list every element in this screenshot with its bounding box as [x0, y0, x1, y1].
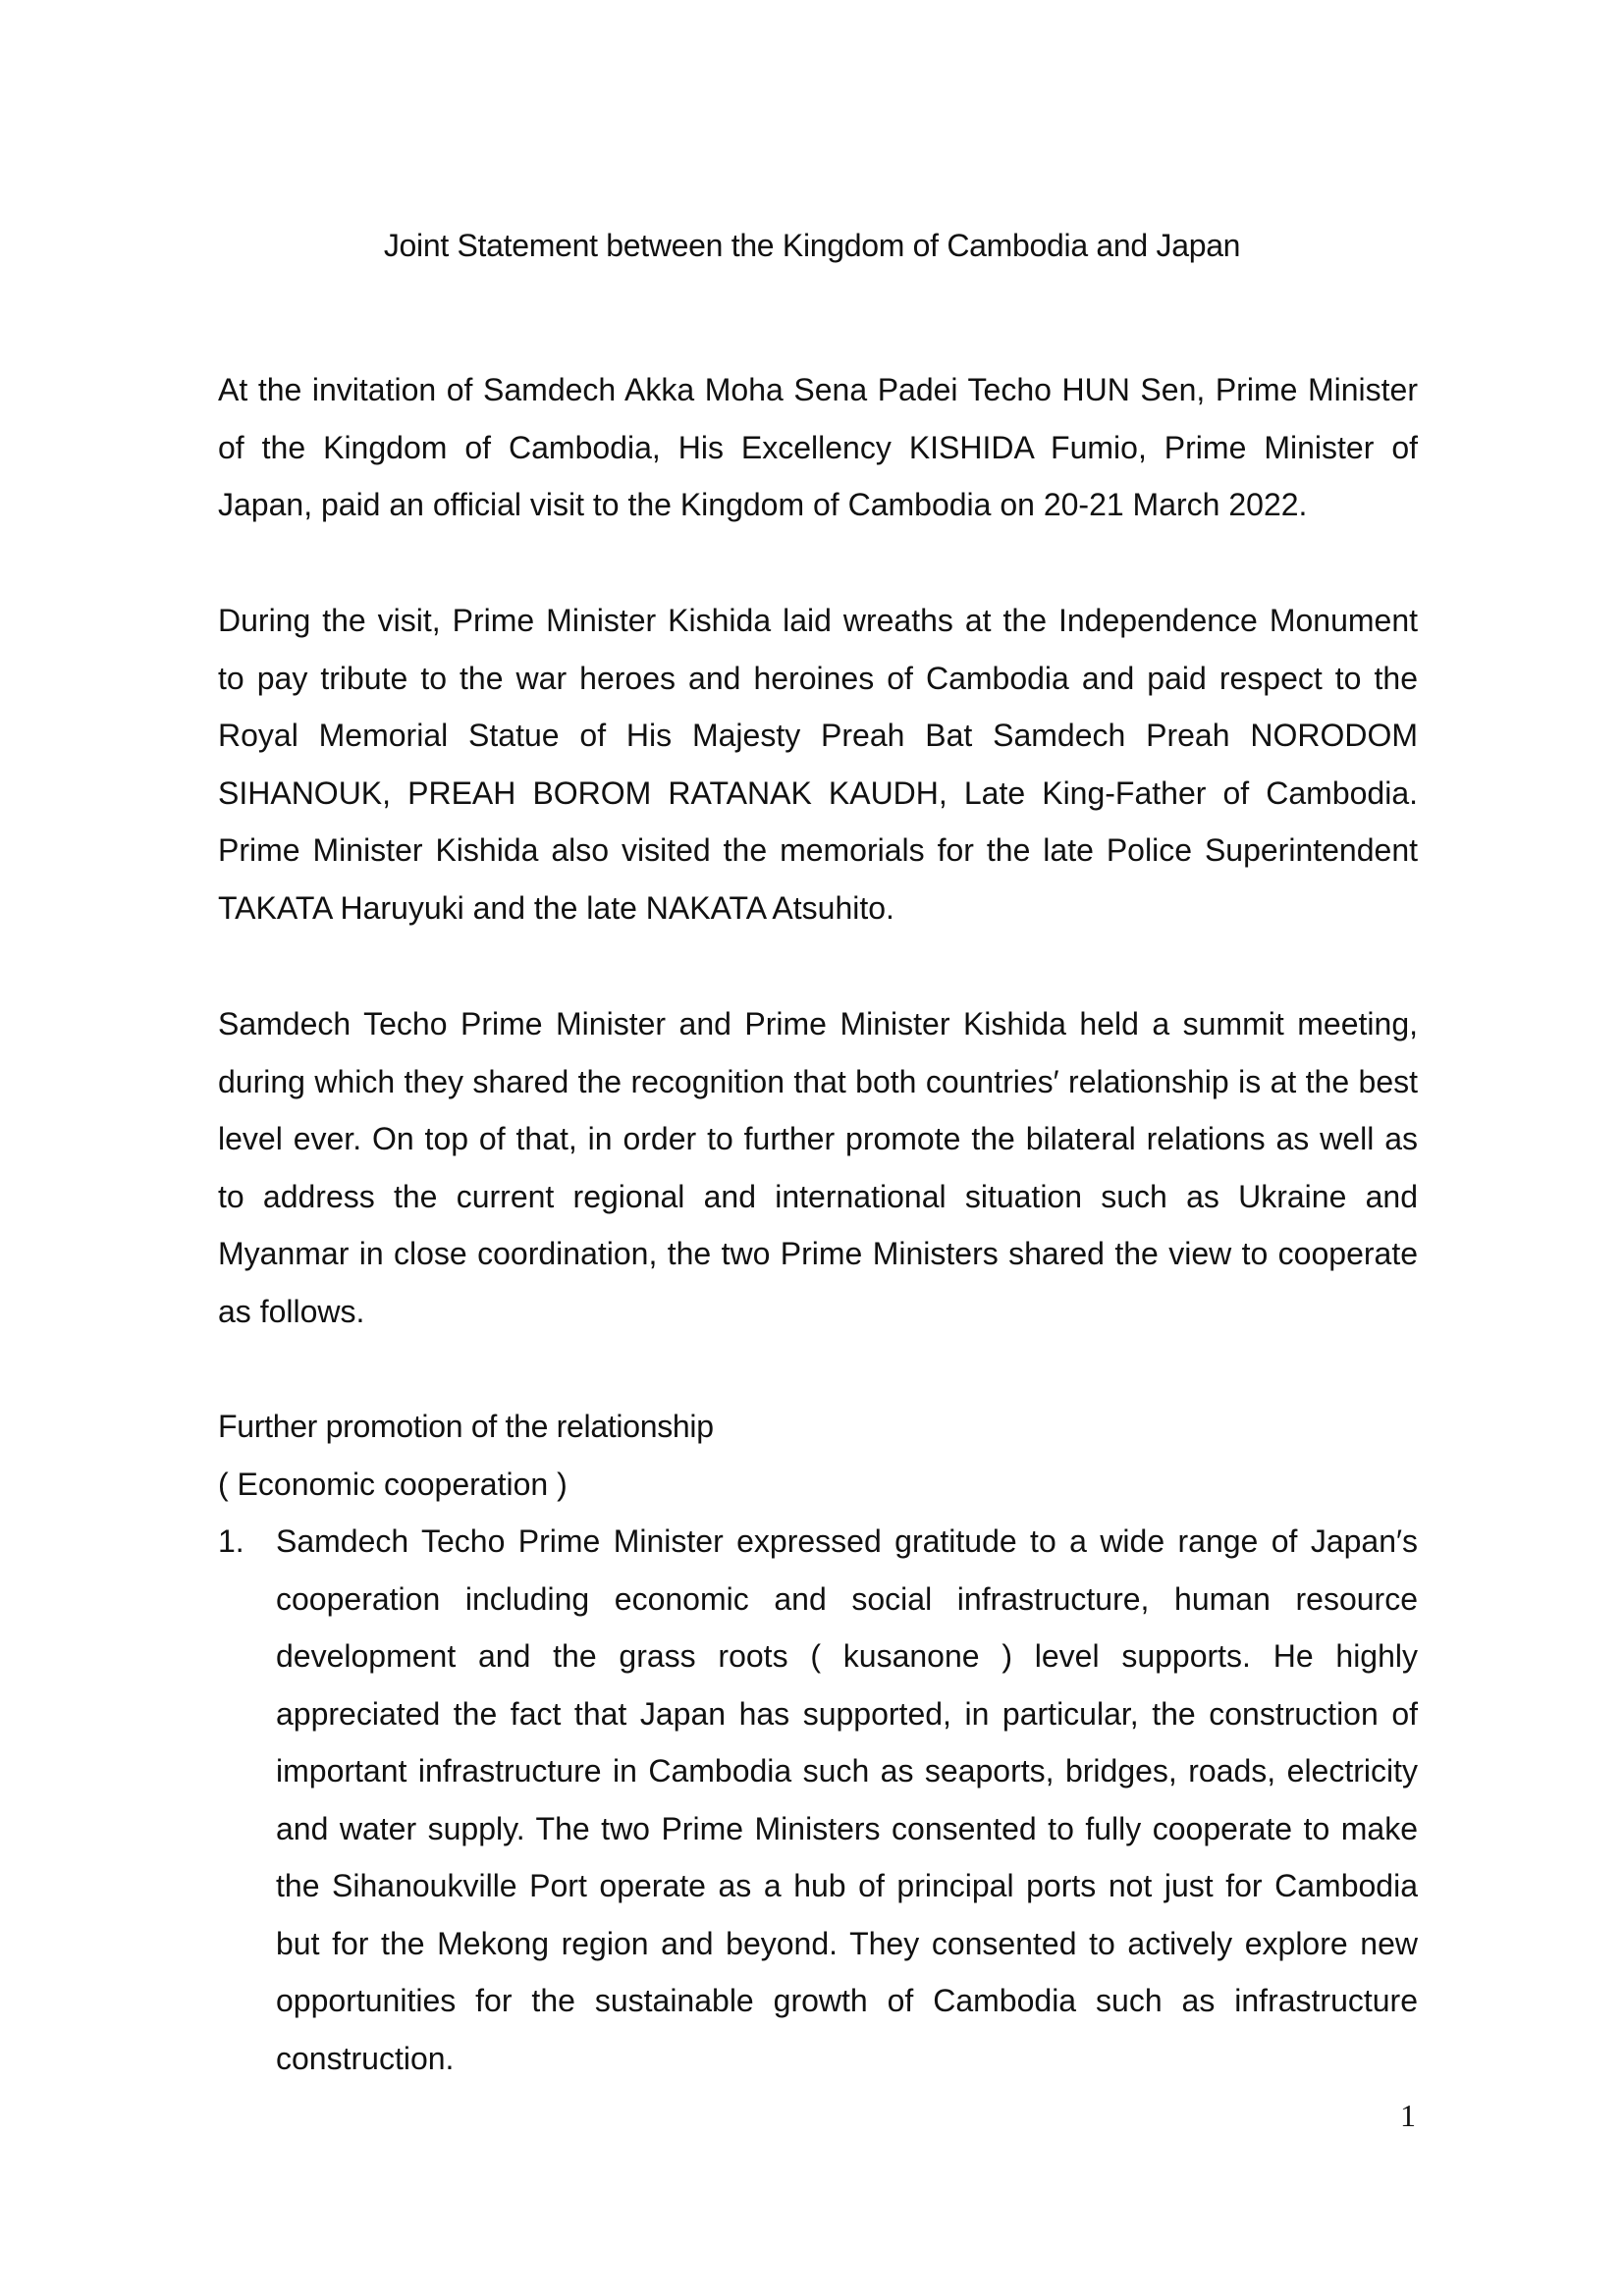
subheading-economic-cooperation: ( Economic cooperation ): [218, 1467, 568, 1502]
paragraph-invitation: At the invitation of Samdech Akka Moha Sena Padei Techo HUN Sen, Prime Minister of the Kingdom of Cambodia, His Excellency KISHIDA Fumio, Prime Minister of Japan, paid an official visit to the Kingdom of Cambodia on 20-21 March 2022.: [218, 372, 1418, 522]
list-item-number: 1.: [218, 1523, 244, 1559]
paragraph-visit: During the visit, Prime Minister Kishida laid wreaths at the Independence Monument to pay tribute to the war heroes and heroines of Cambodia and paid respect to the Royal Memorial Statue of His Majesty Preah Bat Samdech Preah NORODOM SIHANOUK, PREAH BOROM RATANAK KAUDH, Late King-Father of Cambodia. Prime Minister Kishida also visited the memorials for the late Police Superintendent TAKATA Haruyuki and the late NAKATA Atsuhito.: [218, 603, 1418, 926]
paragraph-summit: Samdech Techo Prime Minister and Prime Minister Kishida held a summit meeting, during which they shared the recognition that both countries′ relationship is at the best level ever. On top of that, in order to further promote the bilateral relations as well as to address the current regional and international situation such as Ukraine and Myanmar in close coordination, the two Prime Ministers shared the view to cooperate as follows.: [218, 1006, 1418, 1329]
page-number: 1: [1400, 2098, 1416, 2133]
list-item-text: Samdech Techo Prime Minister expressed gratitude to a wide range of Japan′s cooperation including economic and social infrastructure, human resource development and the grass roots ( kusanone ) level supports. He highly appreciated the fact that Japan has supported, in particular, the construction of important infrastructure in Cambodia such as seaports, bridges, roads, electricity and water supply. The two Prime Ministers consented to fully cooperate to make the Sihanoukville Port operate as a hub of principal ports not just for Cambodia but for the Mekong region and beyond. They consented to actively explore new opportunities for the sustainable growth of Cambodia such as infrastructure construction.: [276, 1523, 1418, 2076]
document-title: Joint Statement between the Kingdom of Cambodia and Japan: [383, 228, 1241, 263]
section-heading: Further promotion of the relationship: [218, 1409, 714, 1444]
